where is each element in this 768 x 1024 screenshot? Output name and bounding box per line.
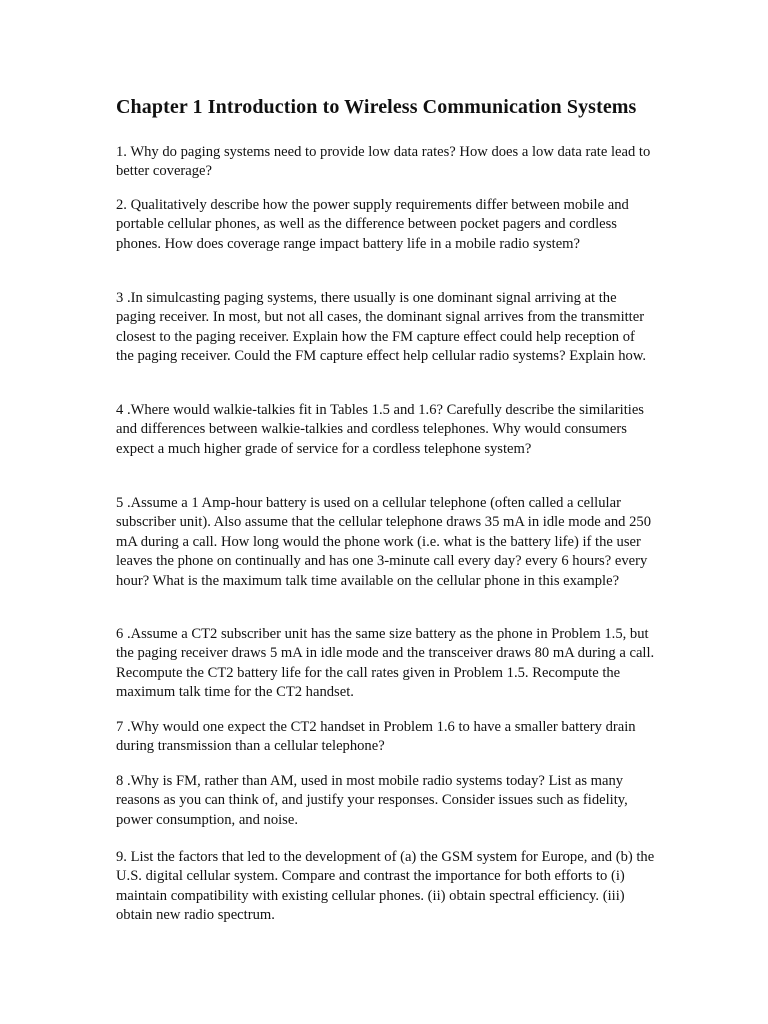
question-6: 6 .Assume a CT2 subscriber unit has the same size battery as the phone in Problem 1.5, but the paging receiver draws 5 mA in idle mode and the transceiver draws 80 mA during a call. Recompute the CT2 battery life for the call rates given in Problem 1.5. Recompute the maximum talk time for the CT2 handset. xyxy=(116,626,655,701)
question-3: 3 .In simulcasting paging systems, there usually is one dominant signal arriving at the paging receiver. In most, but not all cases, the dominant signal arrives from the transmitter closest to the paging receiver. Explain how the FM capture effect could help reception of the paging receiver. Could the FM capture effect help cellular radio systems? Explain how. xyxy=(116,290,647,365)
question-9: 9. List the factors that led to the development of (a) the GSM system for Europe, and (b) the U.S. digital cellular system. Compare and contrast the importance for both efforts to (i) maintain compatibility with existing cellular phones. (ii) obtain spectral efficiency. (iii) obtain new radio spectrum. xyxy=(116,849,655,924)
question-2: 2. Qualitatively describe how the power supply requirements differ between mobile and portable cellular phones, as well as the difference between pocket pagers and cordless phones. How does coverage range impact battery life in a mobile radio system? xyxy=(116,197,629,252)
question-4: 4 .Where would walkie-talkies fit in Tables 1.5 and 1.6? Carefully describe the similarities and differences between walkie-talkies and cordless telephones. Why would consumers expect a much higher grade of service for a cordless telephone system? xyxy=(116,402,644,457)
question-1: 1. Why do paging systems need to provide low data rates? How does a low data rate lead to better coverage? xyxy=(116,144,651,180)
question-5: 5 .Assume a 1 Amp-hour battery is used on a cellular telephone (often called a cellular subscriber unit). Also assume that the cellular telephone draws 35 mA in idle mode and 250 mA during a call. How long would the phone work (i.e. what is the battery life) if the user leaves the phone on continually and has one 3-minute call every day? every 6 hours? every hour? What is the maximum talk time available on the cellular phone in this example? xyxy=(116,495,651,589)
question-7: 7 .Why would one expect the CT2 handset in Problem 1.6 to have a smaller battery drain during transmission than a cellular telephone? xyxy=(116,719,636,755)
page-title: Chapter 1 Introduction to Wireless Communication Systems xyxy=(116,96,637,118)
question-8: 8 .Why is FM, rather than AM, used in most mobile radio systems today? List as many reasons as you can think of, and justify your responses. Consider issues such as fidelity, power consumption, and noise. xyxy=(116,773,628,828)
